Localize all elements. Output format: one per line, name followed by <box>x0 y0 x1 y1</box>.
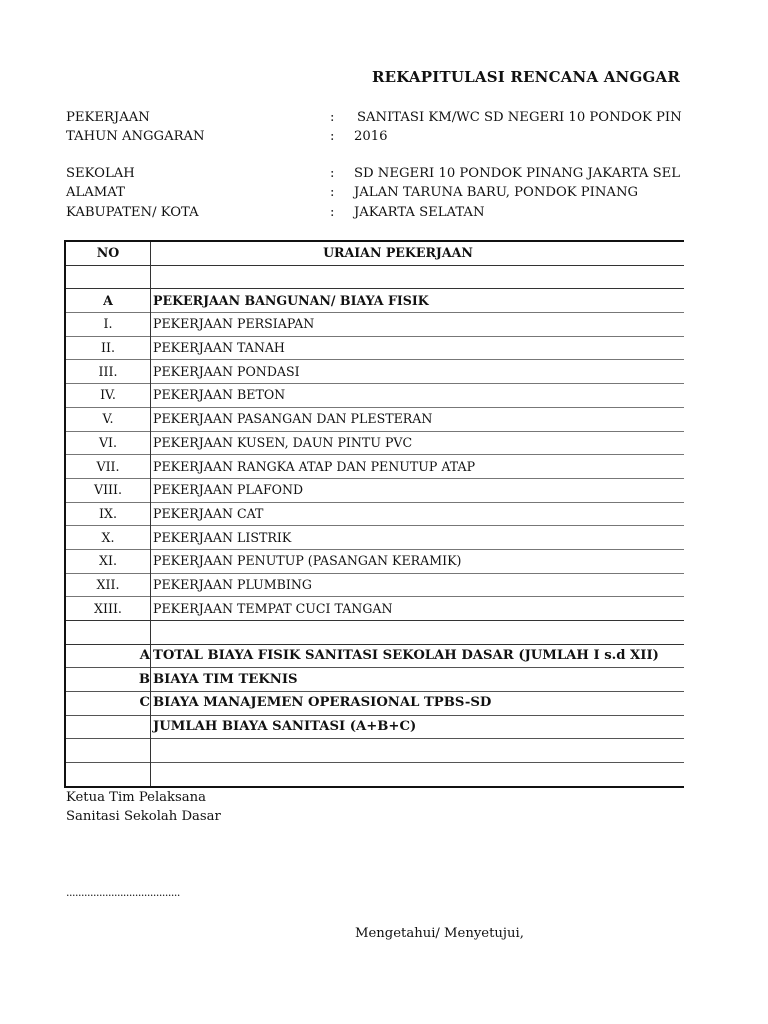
row-no: X. <box>65 526 151 550</box>
approval-text: Mengetahui/ Menyetujui, <box>355 926 524 941</box>
row-no: VII. <box>65 455 151 479</box>
info-value: 2016 <box>354 129 388 144</box>
row-no: II. <box>65 336 151 360</box>
table-row <box>65 431 684 455</box>
table-row <box>65 549 684 573</box>
info-colon: : <box>330 205 335 220</box>
total-row <box>65 692 684 716</box>
signature-line: ...................................... <box>66 886 180 899</box>
info-label: PEKERJAAN <box>66 110 150 125</box>
total-row <box>65 715 684 739</box>
table-row <box>65 502 684 526</box>
info-value: JAKARTA SELATAN <box>354 205 485 220</box>
total-no: C <box>65 692 151 716</box>
header-no: NO <box>65 241 151 265</box>
rab-table <box>64 240 684 788</box>
header-uraian: URAIAN PEKERJAAN <box>151 241 685 265</box>
total-row <box>65 668 684 692</box>
signature-role: Ketua Tim Pelaksana <box>66 790 207 805</box>
row-no: I. <box>65 313 151 337</box>
row-label: PEKERJAAN LISTRIK <box>151 526 685 550</box>
info-label: KABUPATEN/ KOTA <box>66 205 199 220</box>
total-row <box>65 644 684 668</box>
row-no: III. <box>65 360 151 384</box>
row-no: IX. <box>65 502 151 526</box>
table-row <box>65 360 684 384</box>
row-label: PEKERJAAN PLUMBING <box>151 573 685 597</box>
document-title: REKAPITULASI RENCANA ANGGAR <box>372 68 680 86</box>
row-label: PEKERJAAN TEMPAT CUCI TANGAN <box>151 597 685 621</box>
total-label: JUMLAH BIAYA SANITASI (A+B+C) <box>151 715 685 739</box>
row-label: PEKERJAAN KUSEN, DAUN PINTU PVC <box>151 431 685 455</box>
table-row <box>65 336 684 360</box>
total-label: BIAYA TIM TEKNIS <box>151 668 685 692</box>
table-row <box>65 478 684 502</box>
total-label: TOTAL BIAYA FISIK SANITASI SEKOLAH DASAR (JUMLAH I s.d XII) <box>151 644 685 668</box>
total-no: B <box>65 668 151 692</box>
total-no: A <box>65 644 151 668</box>
row-label: PEKERJAAN PLAFOND <box>151 478 685 502</box>
table-row <box>65 573 684 597</box>
row-no: VIII. <box>65 478 151 502</box>
spacer-row <box>65 621 684 645</box>
info-colon: : <box>330 185 335 200</box>
row-label: PEKERJAAN BETON <box>151 384 685 408</box>
info-value: JALAN TARUNA BARU, PONDOK PINANG <box>354 185 639 200</box>
row-no: XI. <box>65 549 151 573</box>
row-no: XIII. <box>65 597 151 621</box>
section-no: A <box>65 289 151 313</box>
row-no: XII. <box>65 573 151 597</box>
info-label: ALAMAT <box>66 185 125 200</box>
info-colon: : <box>330 166 335 181</box>
row-no: IV. <box>65 384 151 408</box>
row-label: PEKERJAAN PERSIAPAN <box>151 313 685 337</box>
empty-row <box>65 739 684 763</box>
info-value: SANITASI KM/WC SD NEGERI 10 PONDOK PIN <box>357 110 682 125</box>
table-row <box>65 526 684 550</box>
section-row <box>65 289 684 313</box>
info-colon: : <box>330 110 335 125</box>
table-row <box>65 455 684 479</box>
table-header-row <box>65 241 684 265</box>
table-row <box>65 313 684 337</box>
section-label: PEKERJAAN BANGUNAN/ BIAYA FISIK <box>151 289 685 313</box>
total-label: BIAYA MANAJEMEN OPERASIONAL TPBS-SD <box>151 692 685 716</box>
row-label: PEKERJAAN CAT <box>151 502 685 526</box>
table-row <box>65 597 684 621</box>
row-label: PEKERJAAN PONDASI <box>151 360 685 384</box>
row-label: PEKERJAAN PENUTUP (PASANGAN KERAMIK) <box>151 549 685 573</box>
row-no: VI. <box>65 431 151 455</box>
info-label: TAHUN ANGGARAN <box>66 129 205 144</box>
spacer-row <box>65 265 684 289</box>
table-row <box>65 384 684 408</box>
signature-unit: Sanitasi Sekolah Dasar <box>66 809 221 824</box>
table-row <box>65 407 684 431</box>
total-no <box>65 715 151 739</box>
row-label: PEKERJAAN RANGKA ATAP DAN PENUTUP ATAP <box>151 455 685 479</box>
info-value: SD NEGERI 10 PONDOK PINANG JAKARTA SEL <box>354 166 681 181</box>
row-label: PEKERJAAN PASANGAN DAN PLESTERAN <box>151 407 685 431</box>
info-label: SEKOLAH <box>66 166 135 181</box>
row-label: PEKERJAAN TANAH <box>151 336 685 360</box>
row-no: V. <box>65 407 151 431</box>
info-colon: : <box>330 129 335 144</box>
empty-row <box>65 763 684 787</box>
